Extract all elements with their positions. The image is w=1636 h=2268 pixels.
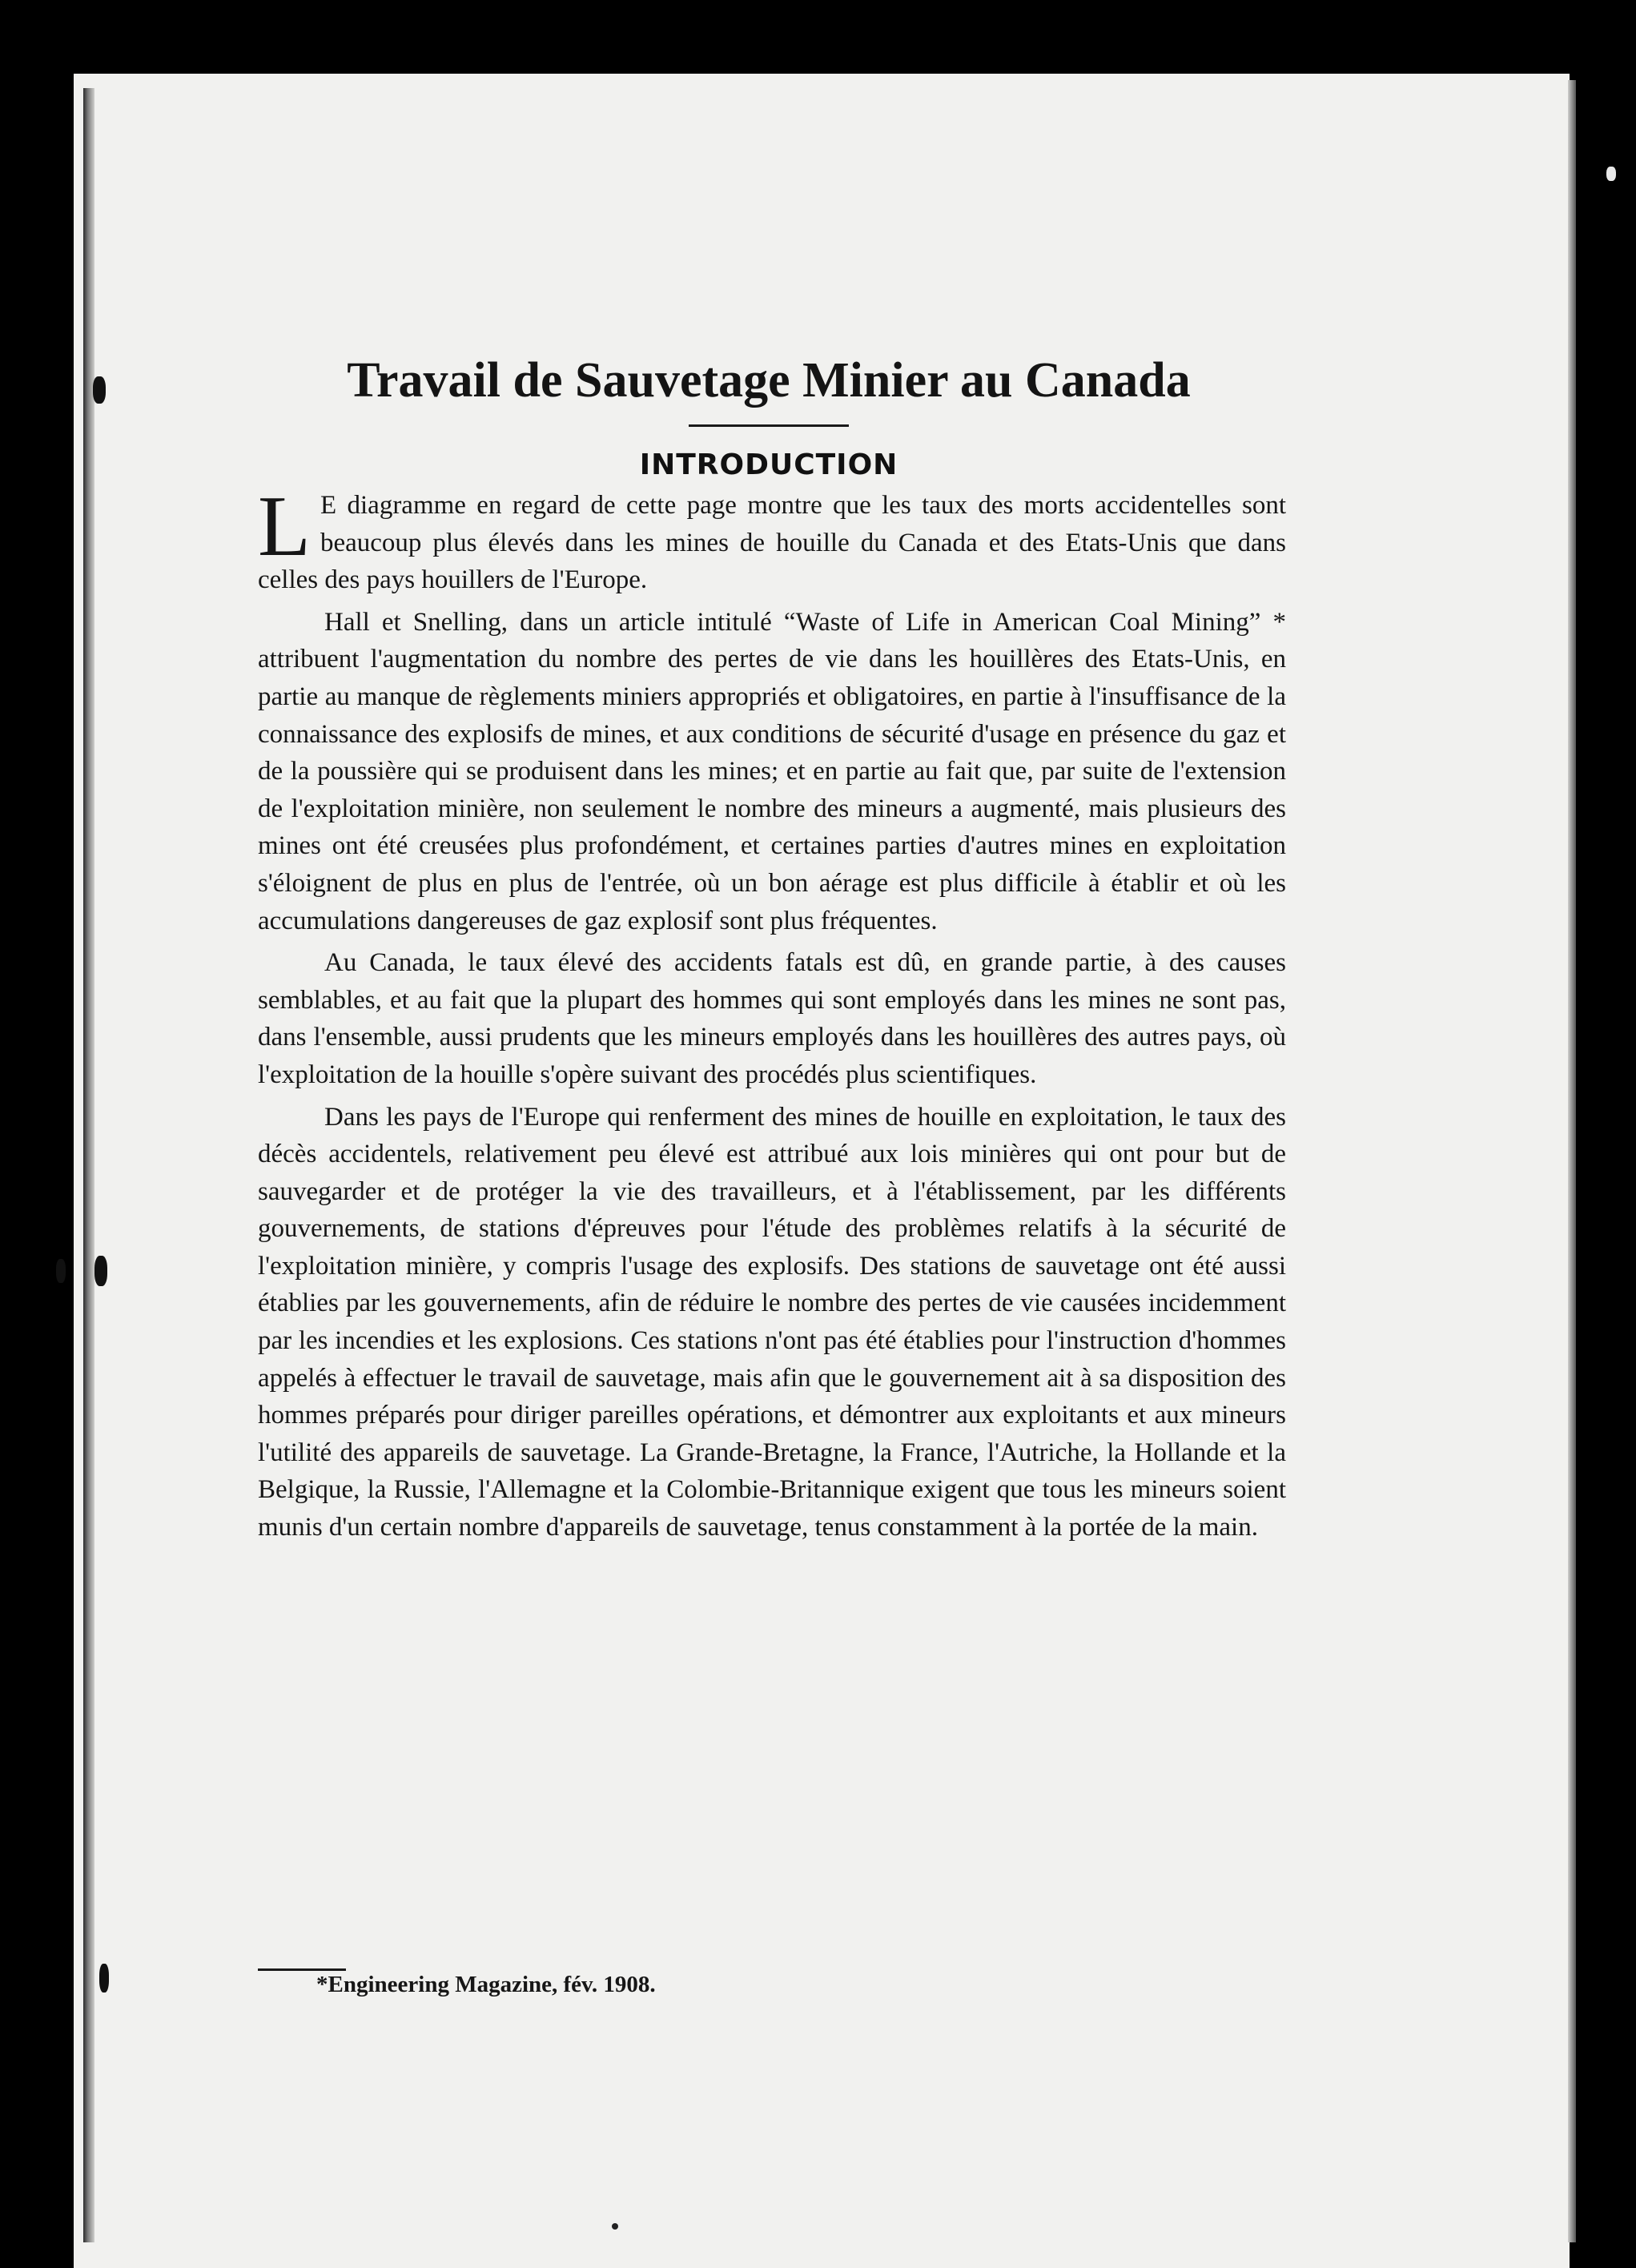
binding-mark <box>93 376 106 404</box>
binding-mark <box>56 1259 66 1283</box>
drop-cap: L <box>258 479 311 574</box>
right-binding-edge <box>1568 80 1576 2242</box>
body-text <box>258 479 1286 1546</box>
paragraph <box>258 479 1286 599</box>
paragraph: Hall et Snelling, dans un article intitulé “Waste of Life in American Coal Mining” * attribuent l'augmentation du nombre des pertes de vie dans les houillères des Etats-Unis, en partie au manque de règlements miniers appropriés et obligatoires, en partie à l'insuffisance de la connaissance des explosifs de mines, et aux conditions de sécurité d'usage en présence du gaz et de la poussière qui se produisent dans les mines; et en partie au fait que, par suite de l'extension de l'exploitation minière, non seulement le nombre des mineurs a augmenté, mais plusieurs des mines ont été creusées plus profondément, et certaines parties d'autres mines en exploitation s'éloignent de plus en plus de l'entrée, où un bon aérage est plus difficile à établir et où les accumulations dangereuses de gaz explosif sont plus fréquentes. <box>258 607 1286 935</box>
footnote: *Engineering Magazine, fév. 1908. <box>316 1972 656 1997</box>
binding-mark <box>94 1256 107 1286</box>
left-binding-edge <box>83 88 94 2242</box>
paragraph-text: E diagramme en regard de cette page montre que les taux des morts accidentelles sont beaucoup plus élevés dans les mines de houille du Canada et des Etats-Unis que dans celles des pays houillers de l'Europe. <box>258 491 1286 595</box>
title-rule <box>689 424 849 427</box>
footnote-rule <box>258 1968 346 1971</box>
paragraph: Au Canada, le taux élevé des accidents fatals est dû, en grande partie, à des causes semblables, et au fait que la plupart des hommes qui sont employés dans les mines ne sont pas, dans l'ensemble, aussi prudents que les mineurs employés dans les houillères des autres pays, où l'exploitation de la houille s'opère suivant des procédés plus scientifiques. <box>258 948 1286 1089</box>
document-title: Travail de Sauvetage Minier au Canada <box>347 353 1191 408</box>
binding-mark <box>99 1964 109 1993</box>
paragraph: Dans les pays de l'Europe qui renferment des mines de houille en exploitation, le taux des décès accidentels, relativement peu élevé est attribué aux lois minières qui ont pour but de sauvegarder et de protéger la vie des travailleurs, et à l'établissement, par les différents gouvernements, de stations d'épreuves pour l'étude des problèmes relatifs à la sécurité de l'exploitation minière, y compris l'usage des explosifs. Des stations de sauvetage ont été aussi établies par les gouvernements, afin de réduire le nombre des pertes de vie causées incidemment par les incendies et les explosions. Ces stations n'ont pas été établies pour l'instruction d'hommes appelés à effectuer le travail de sauvetage, mais afin que le gouvernement ait à sa disposition des hommes préparés pour diriger pareilles opérations, et démontrer aux exploitants et aux mineurs l'utilité des appareils de sauvetage. La Grande-Bretagne, la France, l'Autriche, la Hollande et la Belgique, la Russie, l'Allemagne et la Colombie-Britannique exigent que tous les mineurs soient munis d'un certain nombre d'appareils de sauvetage, tenus constamment à la portée de la main. <box>258 1102 1286 1542</box>
section-heading: INTRODUCTION <box>639 448 898 481</box>
binding-mark <box>1606 167 1616 181</box>
page-dot <box>612 2223 618 2230</box>
